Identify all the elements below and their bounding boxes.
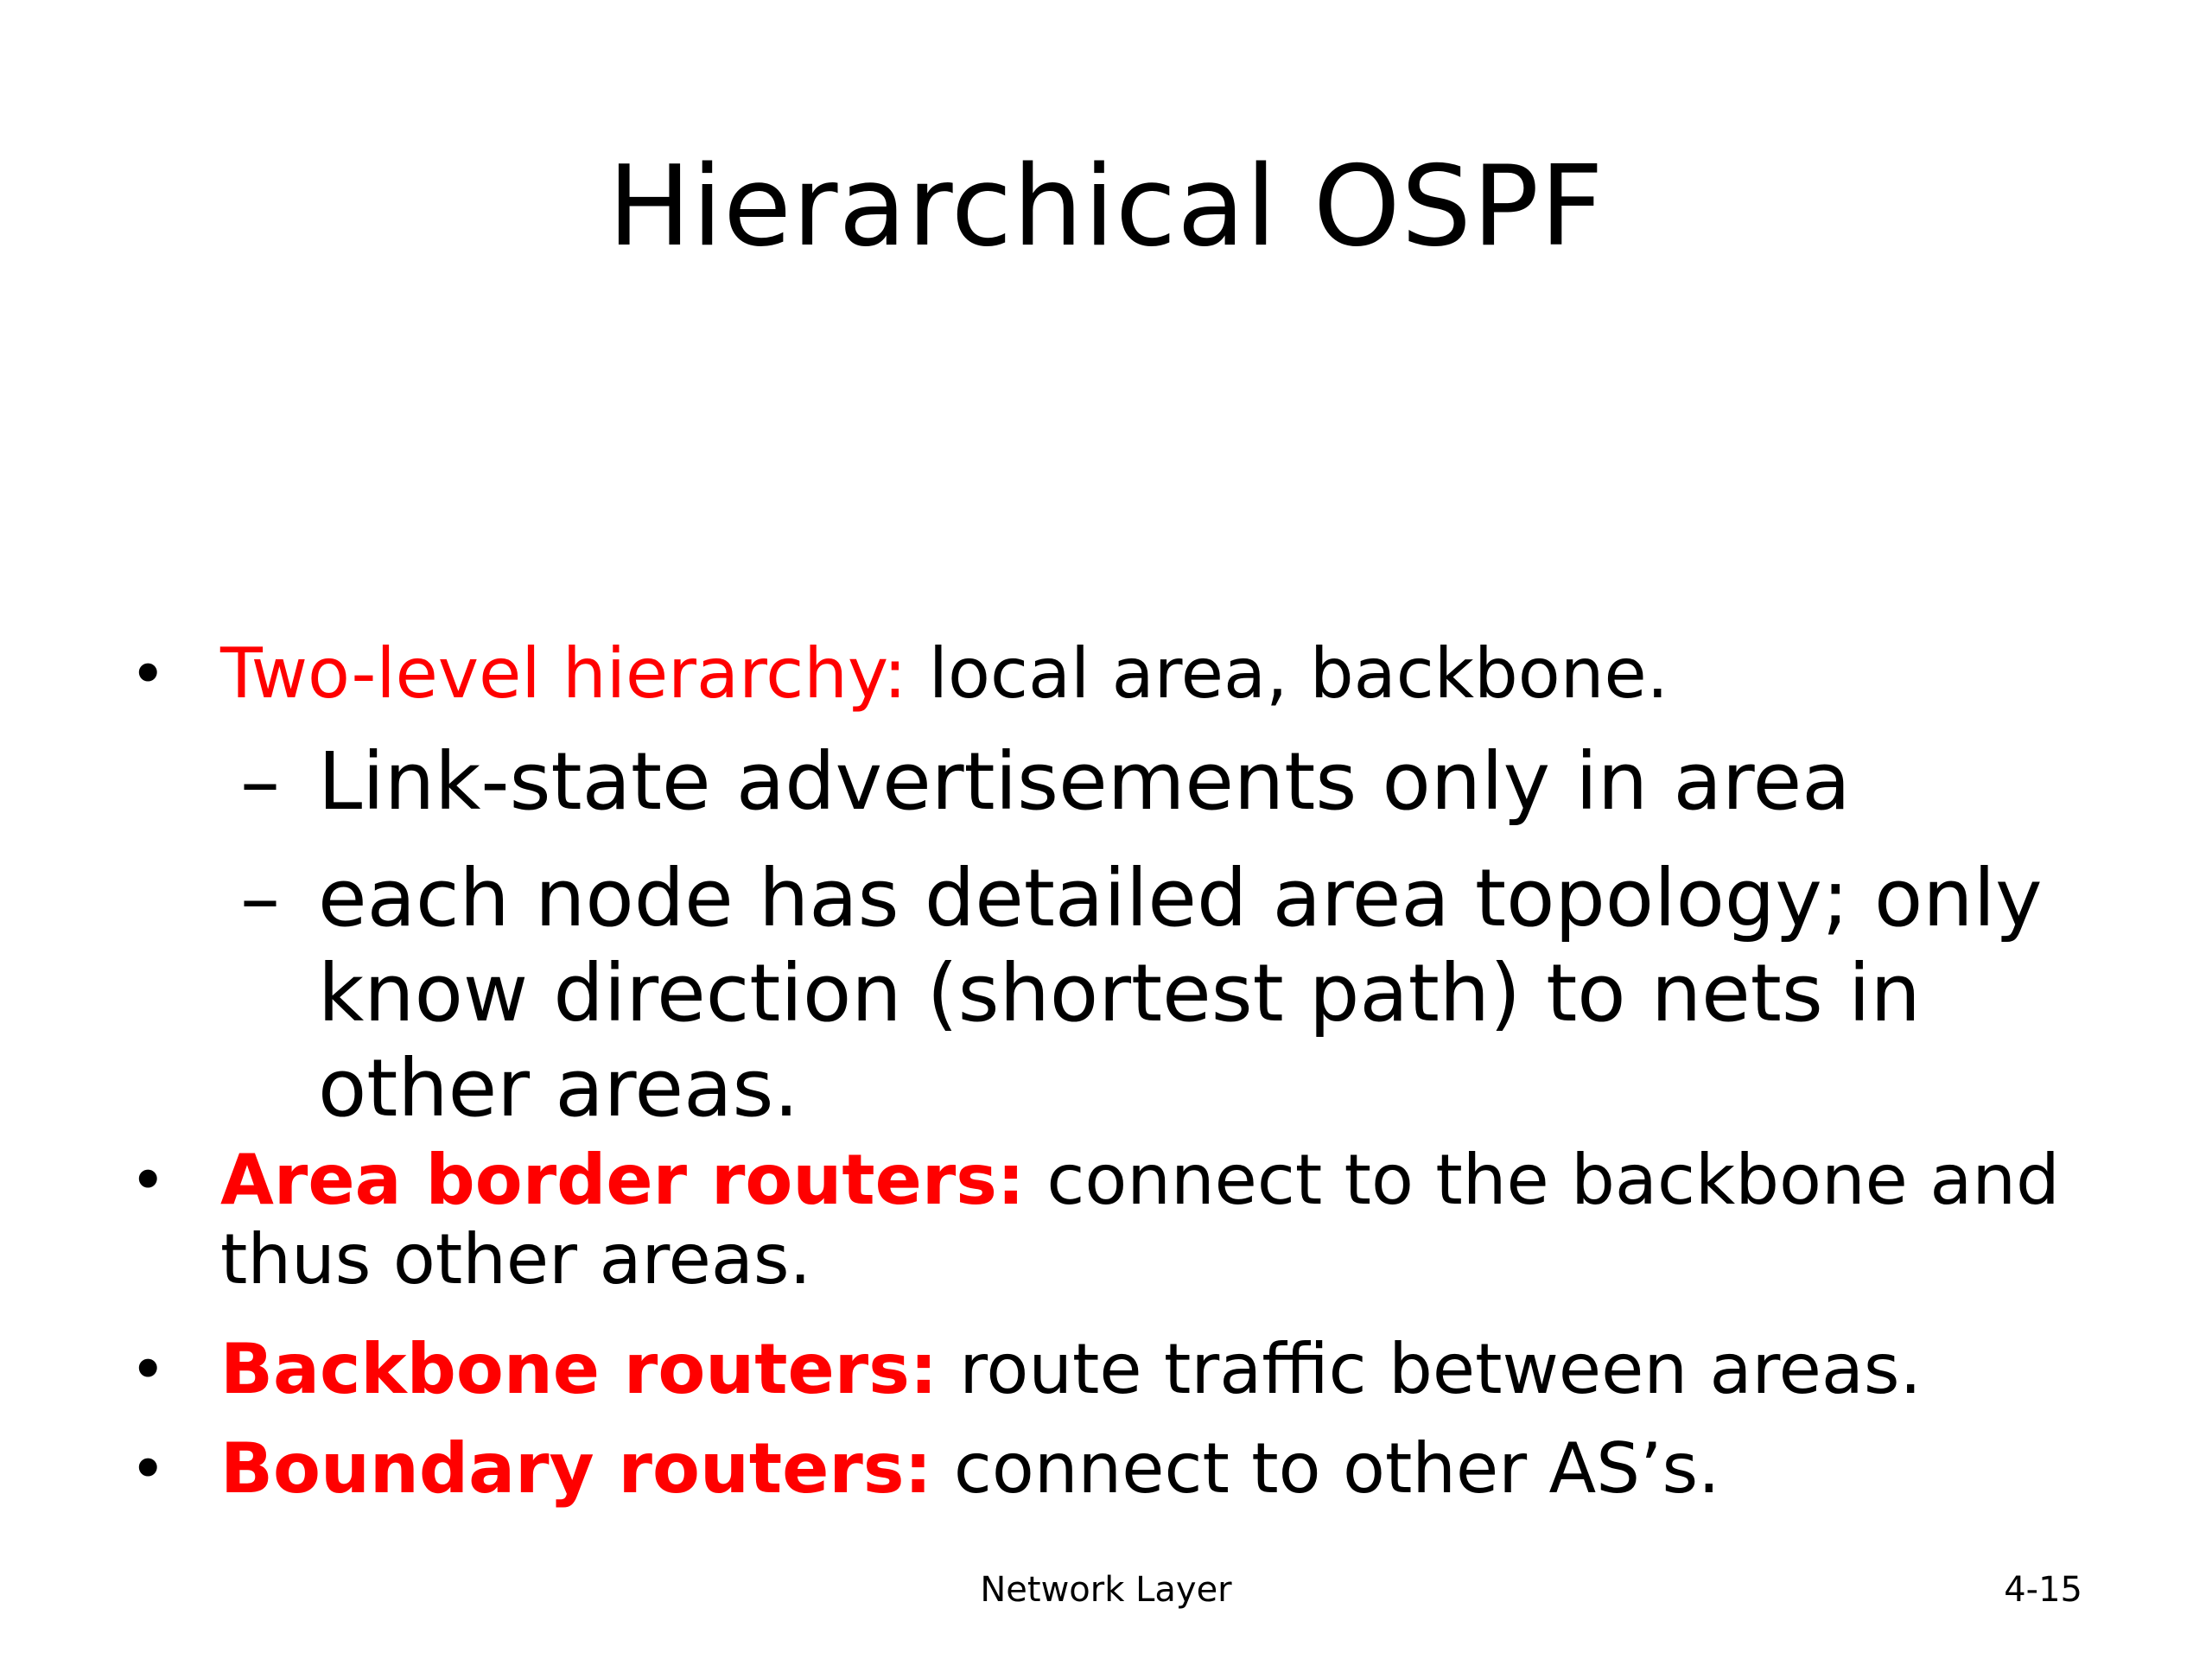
bullet-text xyxy=(220,626,2095,721)
bullet-label: Backbone routers: xyxy=(220,1329,938,1409)
bullet-marker: • xyxy=(130,1433,167,1505)
subbullet-text: Link-state advertisements only in area xyxy=(318,735,1851,828)
bullet-body: connect to the backbone and thus other areas. xyxy=(220,1140,2060,1300)
bullet-marker: • xyxy=(130,638,167,710)
bullet-text xyxy=(220,1322,2095,1417)
subbullet-marker: – xyxy=(240,735,280,828)
footer-page-number: 4-15 xyxy=(2004,1570,2082,1610)
bullet-label: Boundary routers: xyxy=(220,1428,932,1509)
subbullet-text: each node has detailed area topology; only know direction (shortest path) to nets in other areas. xyxy=(318,852,2043,1135)
bullet-marker: • xyxy=(130,1144,167,1217)
subbullet-marker: – xyxy=(240,852,280,944)
bullet-body: connect to other AS’s. xyxy=(931,1428,1720,1509)
bullet-body: route traffic between areas. xyxy=(937,1329,1922,1409)
bullet-body: local area, backbone. xyxy=(906,633,1669,714)
bullet-label: Area border routers: xyxy=(220,1140,1025,1220)
bullet-text xyxy=(220,1421,2095,1516)
bullet-text xyxy=(220,1141,2095,1300)
footer-section-title: Network Layer xyxy=(980,1570,1232,1610)
bullet-marker: • xyxy=(130,1333,167,1406)
slide-title: Hierarchical OSPF xyxy=(607,143,1605,271)
bullet-label: Two-level hierarchy: xyxy=(220,633,907,714)
